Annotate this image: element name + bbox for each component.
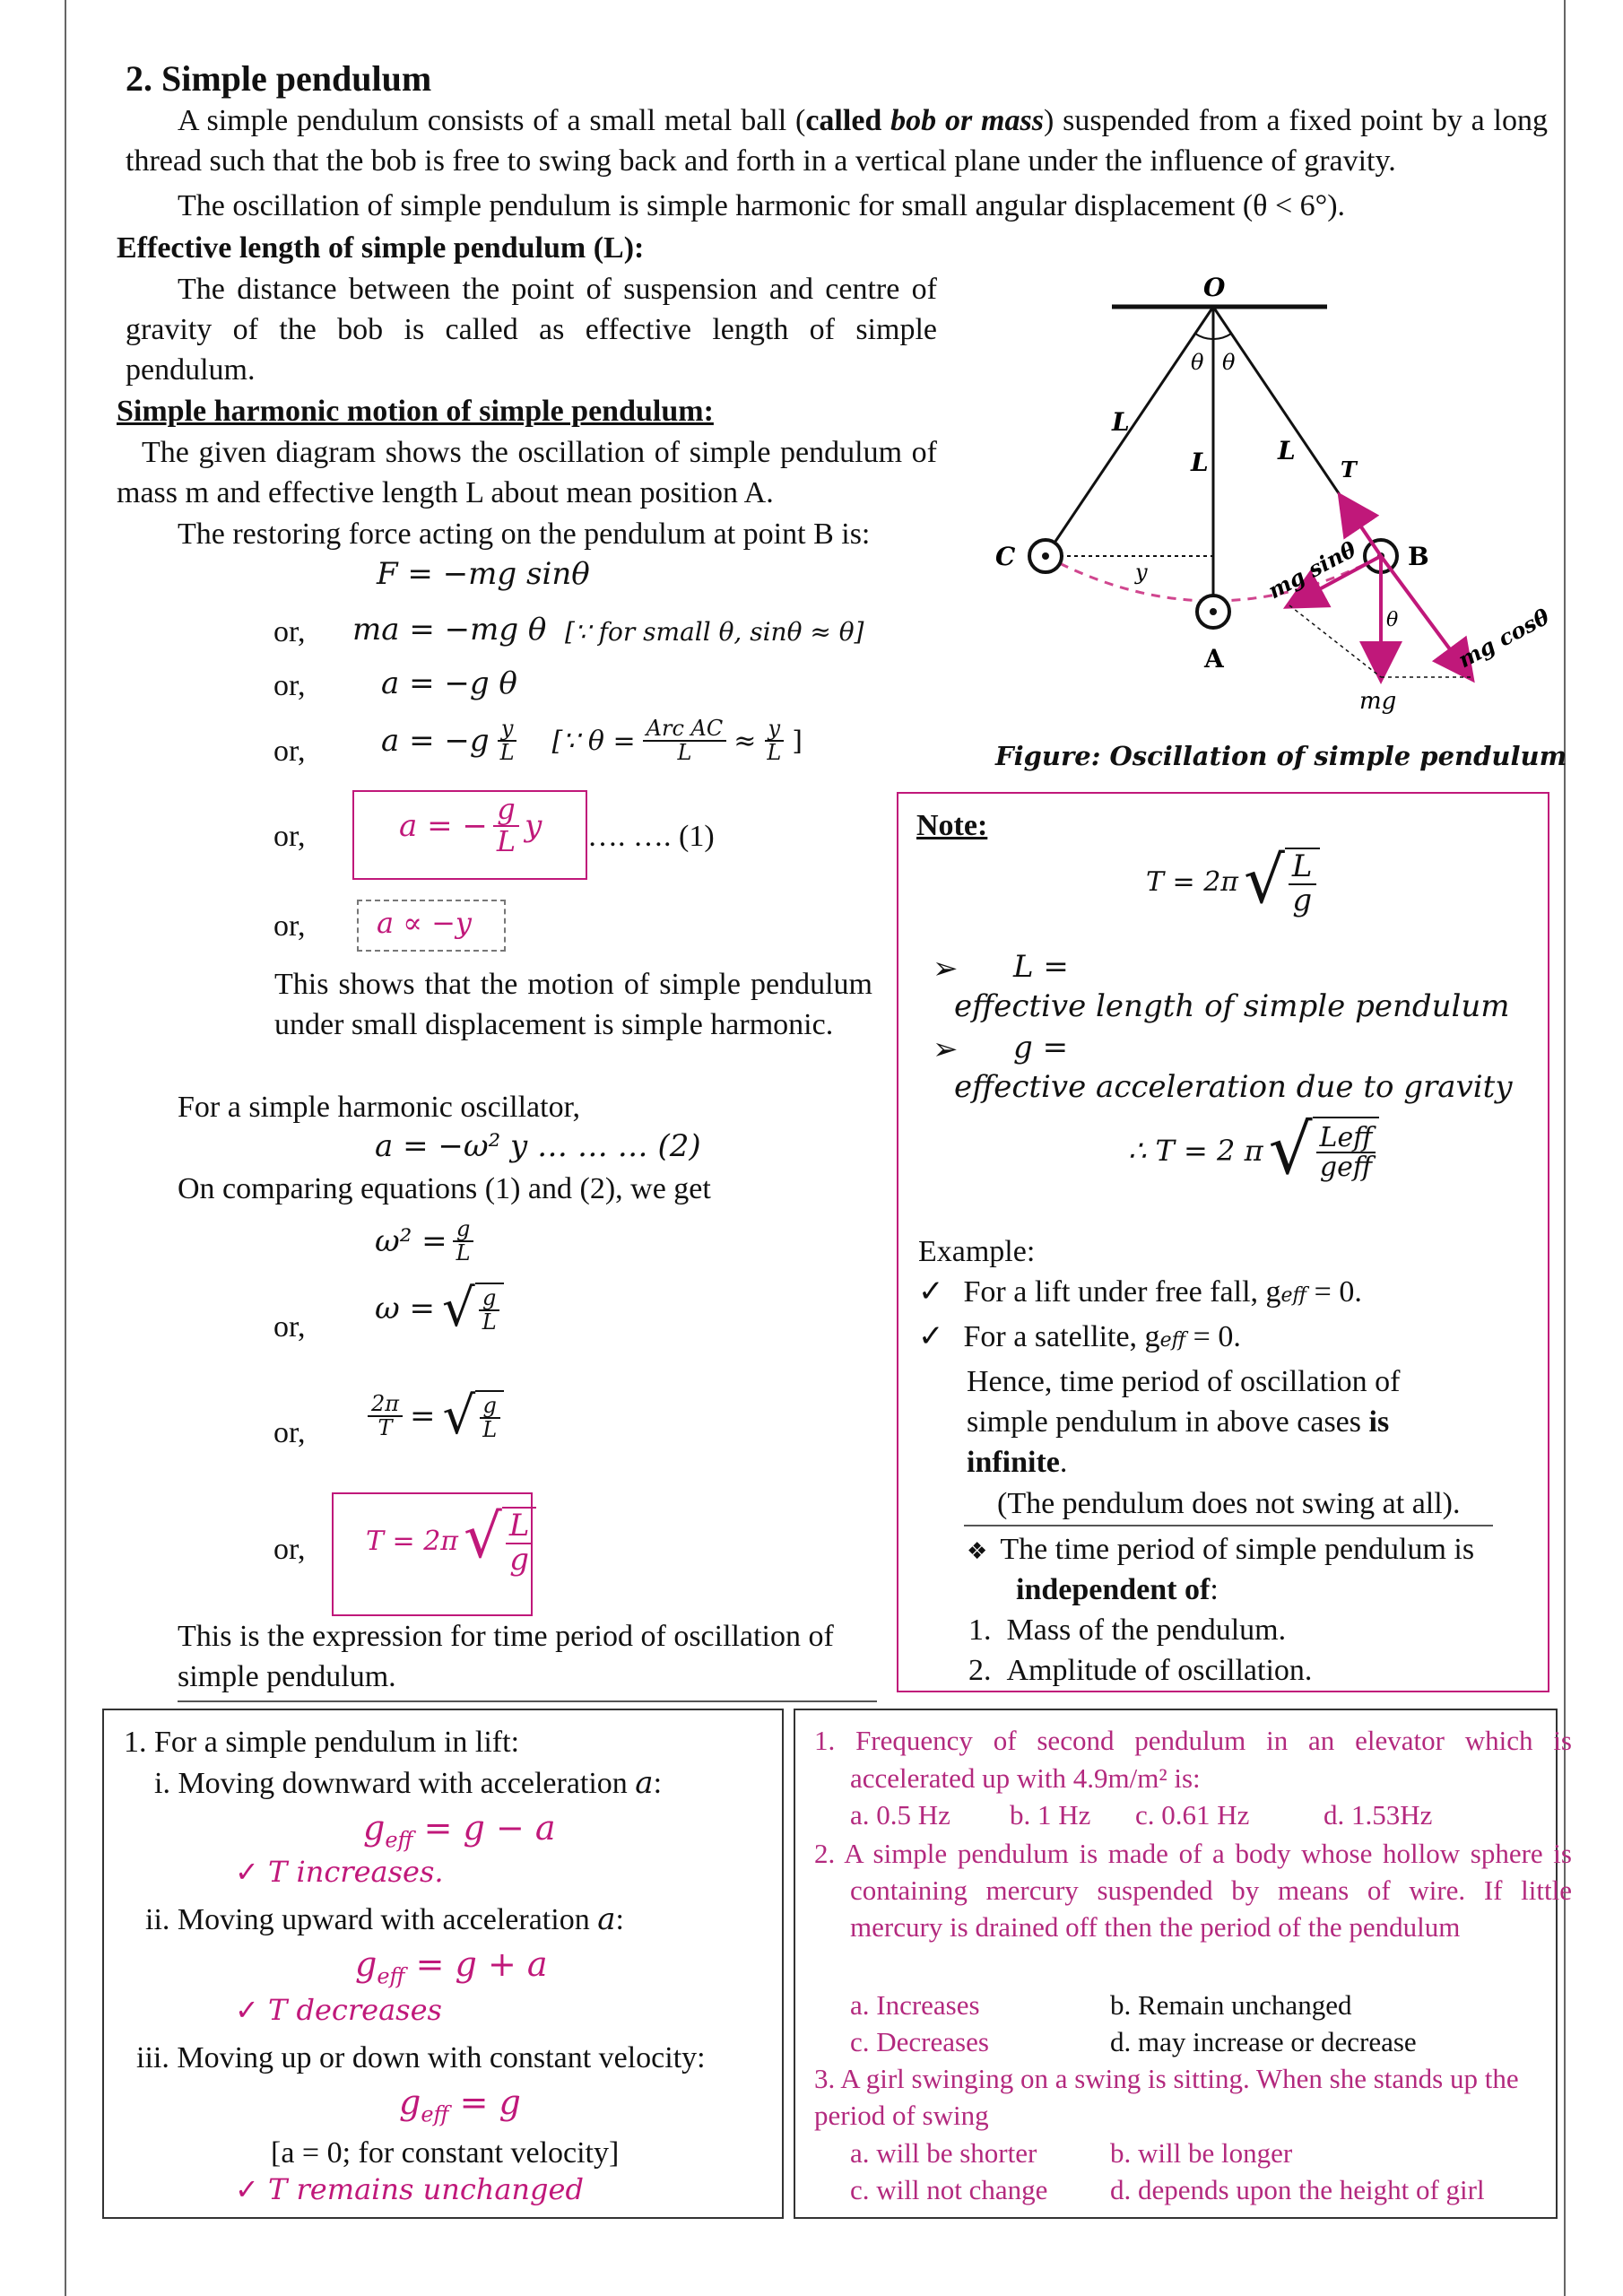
compare-text: On comparing equations (1) and (2), we get [178,1172,711,1205]
note-eq-Teff: ∴ T = 2 π √ $\frac{\text{Leff}}{\text{geff}}$ [1128,1117,1379,1186]
label-mg-sin: mg sinθ [1263,535,1360,604]
lift-result-i: ✓ T increases. [235,1855,444,1889]
or-label: or, [273,615,306,648]
lift-note-iii: [a = 0; for constant velocity] [271,2136,620,2170]
note-title: Note: [916,809,988,842]
lift-result-iii: ✓ T remains unchanged [235,2172,584,2206]
label-y: y [1135,560,1148,585]
shm-title: Simple harmonic motion of simple pendulum: [117,395,714,428]
or-label: or, [273,735,306,768]
or-label: or, [273,1533,306,1566]
note-L-def-1: L = [1013,949,1069,985]
eq-2: a = −ω² y … … … (2) [375,1128,701,1164]
label-L-left: L [1112,407,1130,437]
question-3-options: a. will be shorter b. will be longer c. will not change d. depends upon the height of girl [850,2137,1485,2205]
or-label: or, [273,1310,306,1344]
example-2: ✓ For a satellite, geff = 0. [918,1318,1241,1354]
label-theta-1: θ [1191,350,1204,375]
question-2: 2. A simple pendulum is made of a body whose hollow sphere is containing mercury suspended by means of wire. If little mercury is drained off then the period of the pendulum [814,1838,1572,1943]
left-margin-line [65,0,66,2296]
label-mg: mg [1359,688,1397,715]
example-paren: (The pendulum does not swing at all). [997,1487,1461,1520]
shm-conclusion: This shows that the motion of simple pendulum under small displacement is simple harmonic. [274,968,872,1041]
divider-line [178,1700,877,1702]
lift-title: 1. For a simple pendulum in lift: [124,1726,520,1759]
lift-case-i: i. Moving downward with acceleration a: [154,1765,663,1801]
label-theta-3: θ [1386,609,1399,631]
independence-item-2: 2. Amplitude of oscillation. [968,1654,1313,1687]
note-arrow-g: ➢ [933,1033,959,1066]
label-L-right: L [1278,436,1296,465]
example-1: ✓ For a lift under free fall, geff = 0. [918,1274,1362,1309]
eq-ma-note: [∵ for small θ, sinθ ≈ θ] [565,617,864,647]
note-eq-T: T = 2π √ $\frac{L}{g}$ [1146,848,1320,917]
eq-a2: a = −g $\frac{y}{L}$ [∵ θ = $\frac{\text{Arc AC}}{L}$ ≈ $\frac{y}{L}$ ] [381,716,803,766]
question-2-options: a. Increases b. Remain unchanged c. Decreases d. may increase or decrease [850,1989,1417,2057]
equation-tag-1: …. …. (1) [587,820,715,853]
question-1-options: a. 0.5 Hz b. 1 Hz c. 0.61 Hz d. 1.53Hz [850,1799,1433,1831]
question-1: 1. Frequency of second pendulum in an elevator which is accelerated up with 4.9m/m² is: [814,1725,1572,1794]
note-arrow-L: ➢ [933,952,959,986]
eq-omega: ω = √ $\frac{g}{L}$ [375,1283,504,1335]
note-example: Example: [918,1235,1036,1268]
figure-caption: Figure: Oscillation of simple pendulum [995,741,1567,771]
independence-2: independent of: [1016,1573,1219,1606]
label-A: A [1204,644,1224,674]
eq-a1: a = −g θ [381,665,517,701]
eq-proportional: a ∝ −y [377,906,472,940]
shm-text: The given diagram shows the oscillation of simple pendulum of mass m and effective length L about mean position A. [117,436,937,509]
intro-paragraph: A simple pendulum consists of a small metal ball (called bob or mass) suspended from a fixed point by a long thread such that the bob is free to swing back and forth in a vertical plane under the influence of gravity. [126,104,1549,178]
note-divider [964,1525,1493,1526]
pendulum-figure [942,269,1623,735]
or-label: or, [273,1416,306,1449]
effective-length-title: Effective length of simple pendulum (L): [117,231,645,265]
eq-a3: a = − $\frac{g}{L}$ y [399,792,542,858]
or-label: or, [273,669,306,702]
independence-item-1: 1. Mass of the pendulum. [968,1613,1287,1647]
time-period-expression: This is the expression for time period of oscillation of simple pendulum. [178,1620,834,1693]
shm-oscillator-text: For a simple harmonic oscillator, [178,1091,581,1124]
shm-text-2: The restoring force acting on the pendulum at point B is: [178,517,871,551]
question-3: 3. A girl swinging on a swing is sitting. When she stands up the period of swing [814,2063,1519,2131]
lift-eq-iii: $g_{eff} = g$ [399,2083,521,2127]
note-g-def-1: g = [1013,1030,1069,1065]
label-O: O [1203,273,1226,302]
lift-case-iii: iii. Moving up or down with constant velocity: [136,2041,706,2074]
label-B: B [1408,542,1429,571]
eq-T: T = 2π √ $\frac{L}{g}$ [366,1507,536,1576]
or-label: or, [273,909,306,943]
label-T: T [1341,457,1357,483]
lift-eq-ii: $g_{eff} = g + a$ [355,1944,548,1989]
label-C: C [995,542,1016,571]
label-theta-2: θ [1222,350,1236,375]
lift-eq-i: $g_{eff} = g - a$ [363,1808,556,1853]
independence-1: ❖ The time period of simple pendulum is [967,1533,1475,1566]
note-L-def-2: effective length of simple pendulum [954,988,1510,1024]
lift-case-ii: ii. Moving upward with acceleration a: [145,1901,624,1937]
label-L-mid: L [1191,448,1209,477]
eq-omega-squared: ω² = $\frac{g}{L}$ [375,1218,474,1265]
or-label: or, [273,820,306,853]
eq-force: F = −mg sinθ [377,556,590,592]
effective-length-text: The distance between the point of suspension and centre of gravity of the bob is called as effective length of simple pendulum. [126,273,937,387]
example-hence: Hence, time period of oscillation of simple pendulum in above cases is infinite. [967,1365,1401,1479]
lift-result-ii: ✓ T decreases [235,1993,442,2027]
eq-2pi-over-T: $\frac{2\pi}{T}$ = √ $\frac{g}{L}$ [368,1390,504,1442]
label-mg-cos: mg cosθ [1454,603,1554,674]
intro-paragraph-2: The oscillation of simple pendulum is simple harmonic for small angular displacement (θ < 6°). [178,189,1346,222]
section-heading: 2. Simple pendulum [126,58,432,99]
eq-ma: ma = −mg θ [352,612,547,648]
note-g-def-2: effective acceleration due to gravity [954,1069,1513,1105]
